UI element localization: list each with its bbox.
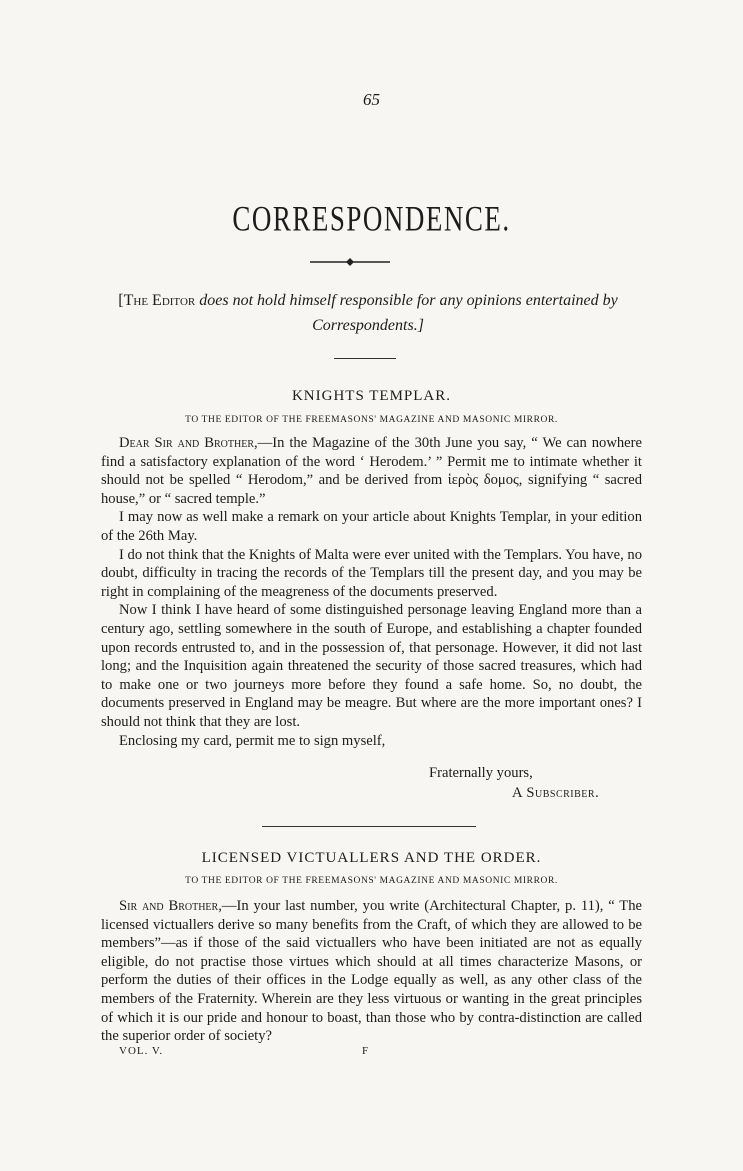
letter1-paragraph: Dear Sir and Brother,—In the Magazine of the 30th June you say, “ We can nowhere find a satisfactory explanation of the word ‘ Herodem.’ ” Permit me to intimate whether it should not be spelled “ Herodom,” and be derived from ἱερὸς δομος, signifying “ sacred house,” or “ sacred temple.” [101, 435, 642, 507]
letter2-paragraph: Sir and Brother,—In your last number, you write (Architectural Chapter, p. 11), “ The licensed victuallers derive so many benefits from the Craft, of which they are allowed to be members”—as if those of the said victuallers who have been initiated are not as equally eligible, do not practise those virtues which should at all times characterize Masons, or perform the duties of their offices in the Lodge equally as well, as any other class of the members of the Fraternity. Wherein are they less virtuous or wanting in the great principles of which it is our pride and honour to boast, than those who by contra-distinction are called the superior order of society? [101, 898, 642, 1045]
page-number: 65 [363, 90, 380, 109]
ornament-divider [310, 257, 390, 267]
letter1-paragraph: I do not think that the Knights of Malta were ever united with the Templars. You have, no doubt, difficulty in tracing the records of the Templars till the present day, and you may be right in complaining of the meagreness of the documents preserved. [101, 546, 642, 600]
page-title: CORRESPONDENCE. [232, 198, 511, 239]
letter2-heading: LICENSED VICTUALLERS AND THE ORDER. [201, 850, 542, 866]
letter1-paragraph: Enclosing my card, permit me to sign myself, [119, 732, 386, 749]
letter1-signature: A Subscriber. [512, 785, 600, 801]
signature-mark: F [362, 1045, 370, 1057]
letter2-salutation: Sir and Brother, [119, 898, 222, 914]
letter1-paragraph: Now I think I have heard of some distinguished personage leaving England more than a century ago, settling somewhere in the south of Europe, and establishing a chapter founded upon records entrusted to, and in the possession of, that personage. However, it did not last long; and the Inquisition again threatened the security of those sacred treasures, which had to make one or two journeys more before they found a safe home. So, no doubt, the documents preserved in England may be meagre. But where are the more important ones? I should not think that they are lost. [101, 602, 642, 730]
letter1-salutation: Dear Sir and Brother, [119, 435, 258, 451]
section-rule [262, 826, 476, 827]
letter1-addressee: TO THE EDITOR OF THE FREEMASONS' MAGAZINE AND MASONIC MIRROR. [185, 415, 558, 425]
section-rule [334, 358, 396, 359]
letter1-body [101, 434, 642, 750]
letter2-addressee: TO THE EDITOR OF THE FREEMASONS' MAGAZINE AND MASONIC MIRROR. [185, 876, 558, 886]
letter1-heading: KNIGHTS TEMPLAR. [291, 388, 452, 404]
letter1-closing: Fraternally yours, [429, 765, 533, 781]
volume-mark: VOL. V. [119, 1045, 164, 1057]
disclaimer-lead: [The Editor [118, 292, 196, 309]
editorial-disclaimer [98, 288, 638, 338]
letter2-body [101, 897, 642, 1046]
letter1-paragraph: I may now as well make a remark on your article about Knights Templar, in your edition of the 26th May. [101, 509, 642, 544]
disclaimer-text: does not hold himself responsible for any opinions entertained by Correspondents.] [199, 292, 618, 334]
